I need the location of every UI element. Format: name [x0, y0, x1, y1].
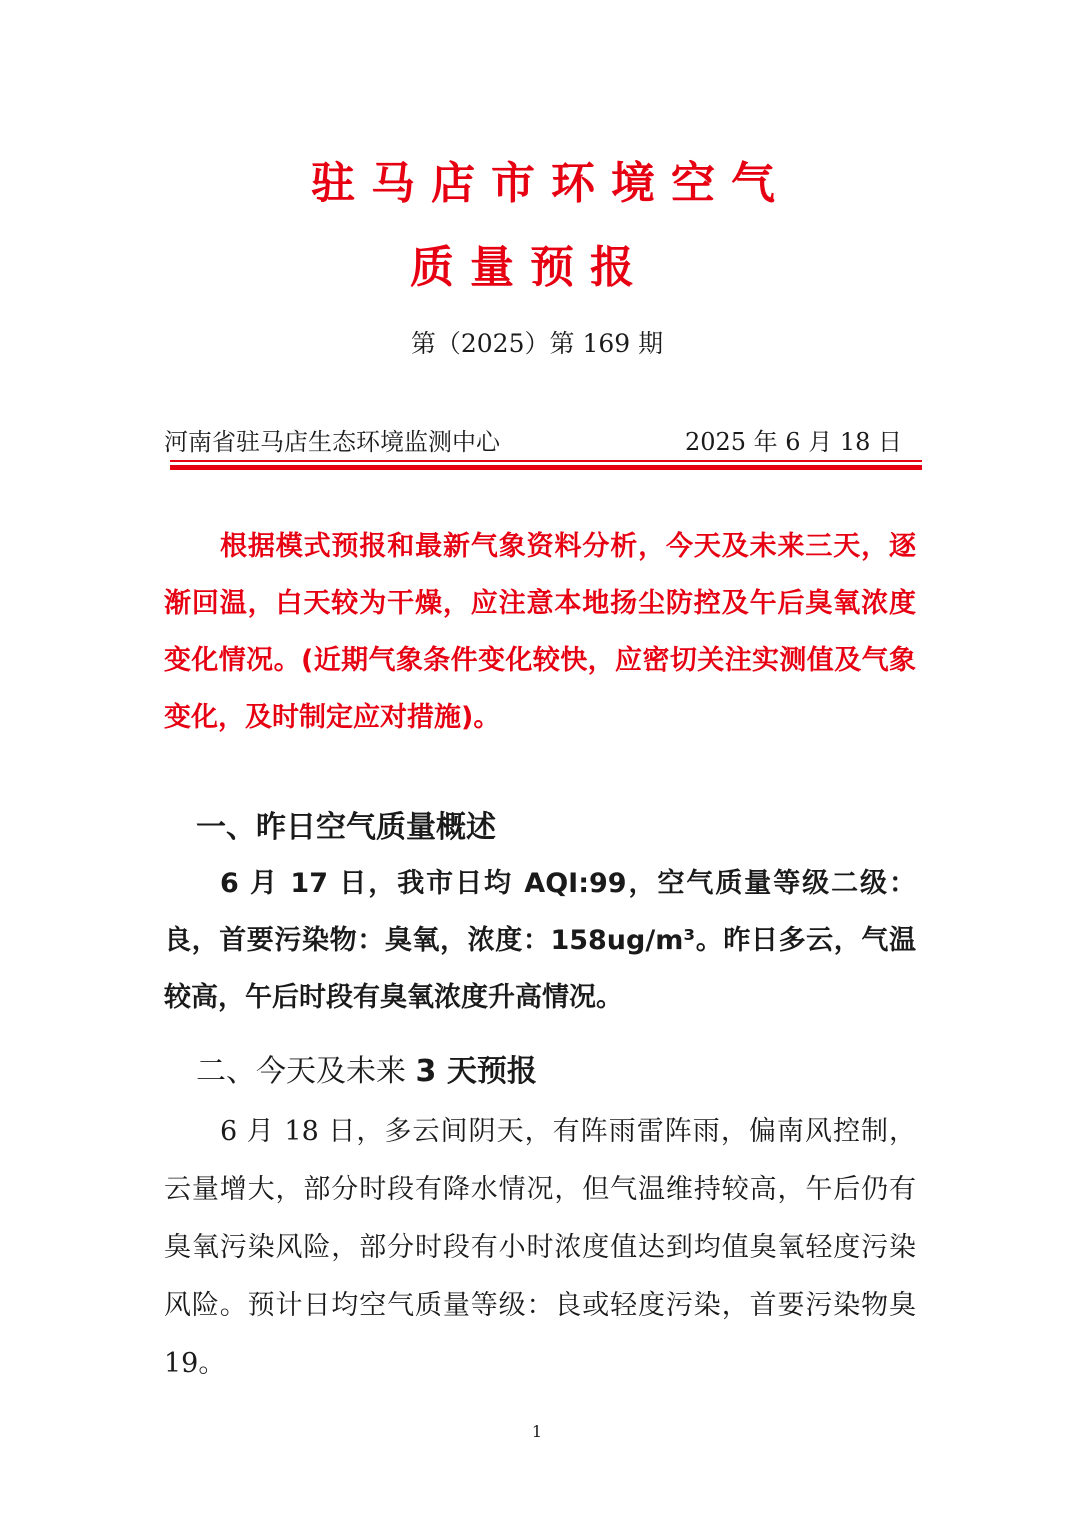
header-rule-thin	[170, 460, 922, 462]
document-title-line-1: 驻马店市环境空气	[311, 158, 791, 209]
organization-name: 河南省驻马店生态环境监测中心	[164, 428, 500, 456]
section-heading-forecast-bold: 3 天预报	[415, 1054, 537, 1089]
page-number: 1	[531, 1422, 543, 1441]
publish-date: 2025 年 6 月 18 日	[684, 428, 902, 456]
section-heading-forecast	[196, 1050, 537, 1094]
header-rule-thick	[170, 465, 922, 470]
issue-number: 第（2025）第 169 期	[410, 329, 664, 358]
document-title-line-2: 质量预报	[410, 242, 650, 293]
yesterday-summary: 6 月 17 日，我市日均 AQI:99，空气质量等级二级：良，首要污染物：臭氧，浓度：158ug/m³。昨日多云，气温较高，午后时段有臭氧浓度升高情况。	[164, 868, 916, 1013]
header-row	[164, 422, 922, 462]
forecast-body: 6 月 18 日，多云间阴天，有阵雨雷阵雨，偏南风控制，云量增大，部分时段有降水情况，但气温维持较高，午后仍有臭氧污染风险，部分时段有小时浓度值达到均值臭氧轻度污染风险。预计日均空气质量等级：良或轻度污染，首要污染物臭 19。	[164, 1116, 916, 1379]
section-heading-yesterday: 一、昨日空气质量概述	[196, 810, 496, 845]
section-heading-forecast-prefix: 二、今天及未来	[196, 1054, 416, 1089]
forecast-summary: 根据模式预报和最新气象资料分析，今天及未来三天，逐渐回温，白天较为干燥，应注意本地扬尘防控及午后臭氧浓度变化情况。(近期气象条件变化较快，应密切关注实测值及气象变化，及时制定应对措施)。	[164, 531, 916, 733]
